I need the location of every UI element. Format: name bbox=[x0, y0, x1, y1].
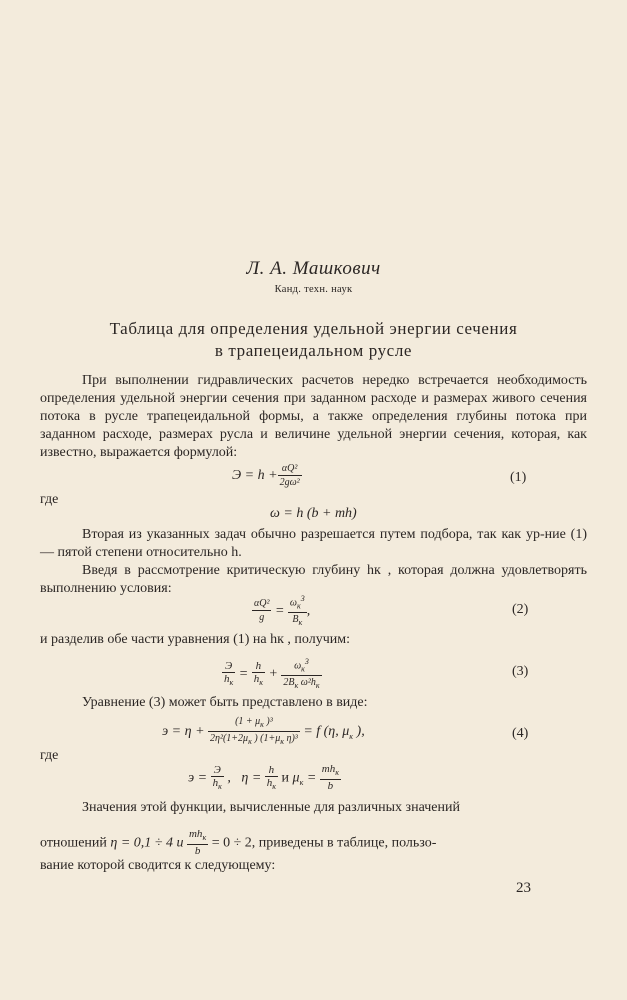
equation-2-label: (2) bbox=[512, 602, 529, 617]
equation-1: Э = h + $\frac{\text{αQ²}}{\text{2gω²}}$ bbox=[232, 463, 300, 488]
equation-2: $\frac{\text{αQ²}}{g}$ = $\frac{\omega_к^3}{B_к}$ , bbox=[254, 594, 311, 628]
equation-4: э = η + $\frac{(1 + \mu_к )^3}{2\eta^2(1+2\mu_к ) (1+\mu_к \eta)^3}$ = f (η, $\mu_к$ ), bbox=[162, 716, 365, 746]
author-degree: Канд. техн. наук bbox=[274, 284, 353, 295]
omega-formula: ω = h (b + mh) bbox=[270, 506, 357, 521]
para6b-pre: отношений bbox=[40, 835, 107, 851]
fraction-wk3-bk: $\frac{\omega_к^3}{B_к}$ bbox=[289, 594, 305, 628]
equation-3-label: (3) bbox=[512, 664, 529, 679]
page-number: 23 bbox=[516, 880, 531, 896]
fraction-aq2-g: $\frac{\text{αQ²}}{g}$ bbox=[254, 598, 270, 624]
where-label-1: где bbox=[40, 492, 59, 507]
paragraph-6a: Значения этой функции, вычисленные для различных значений bbox=[82, 800, 460, 815]
para6b-post: = 0 ÷ 2, приведены в таблице, пользо- bbox=[211, 835, 437, 851]
fraction-aq2-2gw2: $\frac{\text{αQ²}}{\text{2gω²}}$ bbox=[279, 463, 300, 488]
paragraph-5: Уравнение (3) может быть представлено в виде: bbox=[82, 695, 368, 710]
paragraph-3: Введя в рассмотрение критическую глубину hк , которая должна удовлетворять выполнению условия: bbox=[40, 563, 587, 596]
paragraph-2: Вторая из указанных задач обычно разрешается путем подбора, так как ур-ние (1) — пятой степени относительно h. bbox=[40, 527, 587, 560]
equation-1-label: (1) bbox=[510, 470, 527, 485]
paragraph-6b: отношений η = 0,1 ÷ 4 и $\frac{mh_к}{b}$ = 0 ÷ 2, приведены в таблице, пользо- bbox=[40, 828, 437, 858]
author-name: Л. А. Машкович bbox=[246, 258, 381, 279]
equation-4-label: (4) bbox=[512, 726, 529, 741]
definitions: э = $\frac{Э}{h_к}$ , η = $\frac{h}{h_к}$ и $\mu_к$ = $\frac{mh_к}{b}$ bbox=[188, 763, 339, 793]
equation-3: $\frac{Э}{h_к}$ = $\frac{h}{h_к}$ + $\frac{\omega_к^3}{2B_к \omega^2h_к}$ bbox=[224, 657, 320, 691]
paragraph-1: При выполнении гидравлических расчетов нередко встречается необходимость определения удельной энергии сечения при заданном расходе и размерах живого сечения потока в русле трапецеидальной формы, а также определения глубины потока при заданном расходе, размерах русла и величине удельной энергии сечения, которая, как известно, выражается формулой: bbox=[40, 373, 587, 460]
where-label-2: где bbox=[40, 748, 59, 763]
article-title bbox=[40, 318, 587, 362]
title-line-1: Таблица для определения удельной энергии сечения bbox=[109, 319, 518, 338]
title-line-2: в трапецеидальном русле bbox=[214, 341, 413, 360]
para6b-eta: η = 0,1 ÷ 4 и bbox=[110, 835, 184, 851]
paragraph-4: и разделив обе части уравнения (1) на hк , получим: bbox=[40, 632, 351, 647]
paragraph-6c: вание которой сводится к следующему: bbox=[40, 858, 276, 873]
